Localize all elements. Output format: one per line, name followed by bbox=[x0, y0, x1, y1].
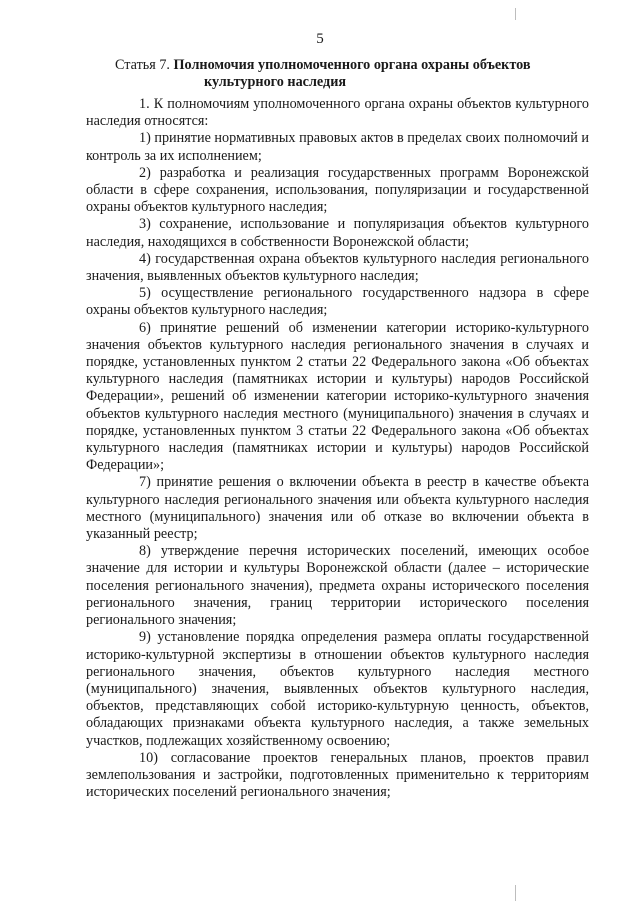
paragraph-intro: 1. К полномочиям уполномоченного органа охраны объектов культурного наследия относятся: bbox=[86, 96, 589, 130]
article-body bbox=[86, 96, 589, 801]
scan-mark-bottom bbox=[515, 885, 516, 901]
scan-mark-top bbox=[515, 8, 516, 20]
paragraph-item-3: 3) сохранение, использование и популяризация объектов культурного наследия, находящихся в собственности Воронежской области; bbox=[86, 216, 589, 250]
paragraph-item-1: 1) принятие нормативных правовых актов в пределах своих полномочий и контроль за их исполнением; bbox=[86, 130, 589, 164]
paragraph-item-4: 4) государственная охрана объектов культурного наследия регионального значения, выявленных объектов культурного наследия; bbox=[86, 250, 589, 285]
paragraph-item-6: 6) принятие решений об изменении категории историко-культурного значения объектов культурного наследия регионального значения в случаях и порядке, установленных пунктом 2 статьи 22 Федерального закона «Об объектах культурного наследия (памятниках истории и культуры) народов Российской Федерации», решений об изменении категории историко-культурного значения объектов культурного наследия местного (муниципального) значения в случаях и порядке, установленных пунктом 3 статьи 22 Федерального закона «Об объектах культурного наследия (памятниках истории и культуры) народов Российской Федерации»; bbox=[86, 319, 589, 474]
article-title-line-2: культурного наследия bbox=[204, 74, 347, 90]
paragraph-item-10: 10) согласование проектов генеральных планов, проектов правил землепользования и застройки, подготовленных применительно к территориям исторических поселений регионального значения; bbox=[86, 749, 589, 801]
article-number: Статья 7. bbox=[115, 57, 170, 73]
article-title-line-1: Полномочия уполномоченного органа охраны объектов bbox=[173, 57, 531, 73]
paragraph-item-9: 9) установление порядка определения размера оплаты государственной историко-культурной экспертизы в отношении объектов культурного наследия регионального значения, объектов культурного наследия местного (муниципального) значения, выявленных объектов культурного наследия, объектов, представляющих собой историко-культурную ценность, объектов, обладающих признаками объекта культурного наследия, а также земельных участков, подлежащих хозяйственному освоению; bbox=[86, 629, 589, 749]
paragraph-item-8: 8) утверждение перечня исторических поселений, имеющих особое значение для истории и культуры Воронежской области (далее – исторические поселения регионального значения), предмета охраны исторического поселения регионального значения, границ территории исторического поселения регионального значения; bbox=[86, 543, 589, 629]
paragraph-item-2: 2) разработка и реализация государственных программ Воронежской области в сфере сохранения, использования, популяризации и государственной охраны объектов культурного наследия; bbox=[86, 164, 589, 216]
paragraph-item-7: 7) принятие решения о включении объекта в реестр в качестве объекта культурного наследия регионального значения или объекта культурного наследия местного (муниципального) значения или об отказе во включении объекта в указанный реестр; bbox=[86, 474, 589, 543]
page-number: 5 bbox=[316, 31, 324, 47]
article-heading bbox=[115, 57, 595, 91]
paragraph-item-5: 5) осуществление регионального государственного надзора в сфере охраны объектов культурного наследия; bbox=[86, 285, 589, 319]
